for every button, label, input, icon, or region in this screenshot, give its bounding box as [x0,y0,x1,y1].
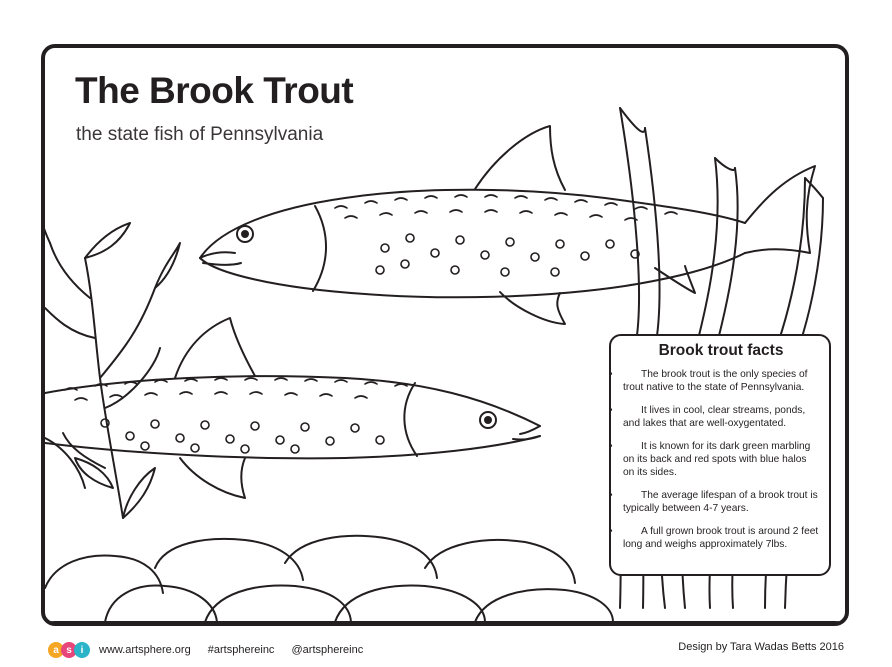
facts-box [609,334,831,576]
seaweed-illustration [45,208,180,518]
fact-item: • A full grown brook trout is around 2 feet long and weighs approximately 7lbs. [623,525,819,551]
logo-dot-a: a [48,642,64,658]
fact-item: • The average lifespan of a brook trout is typically between 4-7 years. [623,489,819,515]
fact-item: • It lives in cool, clear streams, ponds, and lakes that are well-oxygentated. [623,404,819,430]
facts-heading: Brook trout facts [658,342,784,359]
hashtag-text: #artsphereinc [207,644,275,656]
facts-list [623,368,819,551]
coloring-page-frame [41,44,849,626]
fact-item: • It is known for its dark green marbling on its back and red spots with blue halos on its sides. [623,440,819,479]
logo-dot-s: s [61,642,77,658]
footer-links [48,640,377,660]
fact-item: • The brook trout is the only species of trout native to the state of Pennsylvania. [623,368,819,394]
design-credit: Design by Tara Wadas Betts 2016 [678,641,844,653]
page-subtitle: the state fish of Pennsylvania [76,124,324,145]
logo-dot-i: i [74,642,90,658]
website-link[interactable]: www.artsphere.org [99,644,191,656]
page-title: The Brook Trout [75,70,354,111]
social-handle: @artsphereinc [291,644,364,656]
